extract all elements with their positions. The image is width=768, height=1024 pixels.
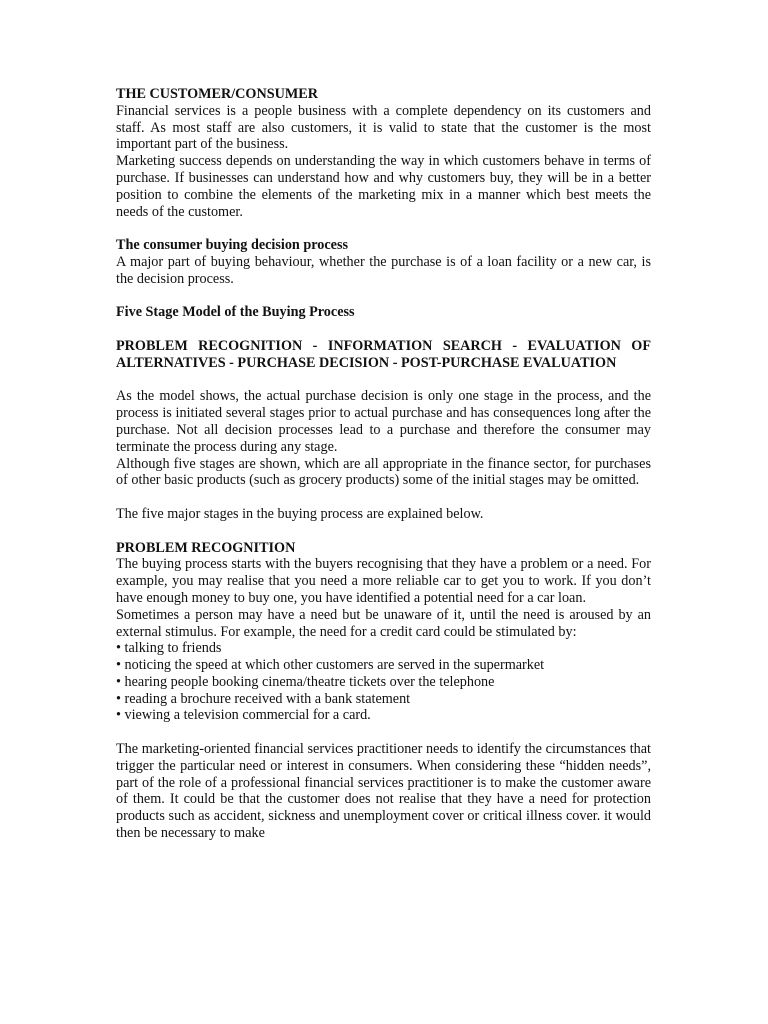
list-item xyxy=(116,707,651,724)
bullet-mark: • xyxy=(116,640,121,657)
paragraph-problem-3: The marketing-oriented financial services practitioner needs to identify the circumstances that trigger the particular need or interest in consumers. When considering these “hidden needs”, part of the role of a professional financial services practitioner is to make the customer aware of them. It could be that the customer does not realise that they have a need for protection products such as accident, sickness and unemployment cover or critical illness cover. it would then be necessary to make xyxy=(116,741,651,842)
bullet-mark: • xyxy=(116,657,121,674)
list-item-text: hearing people booking cinema/theatre tickets over the telephone xyxy=(124,673,495,690)
paragraph-decision-1: A major part of buying behaviour, whether the purchase is of a loan facility or a new car, is the decision process. xyxy=(116,253,651,287)
list-item-text: reading a brochure received with a bank statement xyxy=(124,690,411,707)
list-item xyxy=(116,674,651,691)
list-item xyxy=(116,640,651,657)
section-heading-decision: The consumer buying decision process xyxy=(116,237,349,254)
paragraph-problem-1: The buying process starts with the buyers recognising that they have a problem or a need. For example, you may realise that you need a more reliable car to get you to work. If you don’t have enough money to buy one, you have identified a potential need for a car loan. xyxy=(116,556,651,606)
document-page xyxy=(116,86,651,842)
section-heading-model: Five Stage Model of the Buying Process xyxy=(116,304,355,321)
paragraph-problem-2: Sometimes a person may have a need but be unaware of it, until the need is aroused by an external stimulus. For example, the need for a credit card could be stimulated by: xyxy=(116,606,651,640)
paragraph-model-1: As the model shows, the actual purchase decision is only one stage in the process, and the process is initiated several stages prior to actual purchase and has consequences long after the purchase. Not all decision processes lead to a purchase and therefore the consumer may terminate the process during any stage. xyxy=(116,388,651,455)
bullet-mark: • xyxy=(116,707,121,724)
list-item-text: noticing the speed at which other customers are served in the supermarket xyxy=(124,657,545,674)
bullet-mark: • xyxy=(116,673,121,690)
bullet-mark: • xyxy=(116,690,121,707)
paragraph-model-3: The five major stages in the buying process are explained below. xyxy=(116,505,484,522)
section-heading-problem: PROBLEM RECOGNITION xyxy=(116,539,296,556)
stimulus-list xyxy=(116,640,651,724)
list-item xyxy=(116,657,651,674)
section-heading-customer: THE CUSTOMER/CONSUMER xyxy=(116,86,318,102)
paragraph-model-2: Although five stages are shown, which are all appropriate in the finance sector, for purchases of other basic products (such as grocery products) some of the initial stages may be omitted. xyxy=(116,455,651,489)
paragraph-customer-2: Marketing success depends on understanding the way in which customers behave in terms of purchase. If businesses can understand how and why customers buy, they will be in a better position to combine the elements of the marketing mix in a manner which best meets the needs of the customer. xyxy=(116,153,651,220)
list-item-text: talking to friends xyxy=(124,640,222,657)
list-item xyxy=(116,691,651,708)
list-item-text: viewing a television commercial for a card. xyxy=(124,707,371,724)
paragraph-customer-1: Financial services is a people business with a complete dependency on its customers and staff. As most staff are also customers, it is valid to state that the customer is the most important part of the business. xyxy=(116,102,651,153)
stages-sequence: PROBLEM RECOGNITION - INFORMATION SEARCH - EVALUATION OF ALTERNATIVES - PURCHASE DECISION - POST-PURCHASE EVALUATION xyxy=(116,337,651,371)
